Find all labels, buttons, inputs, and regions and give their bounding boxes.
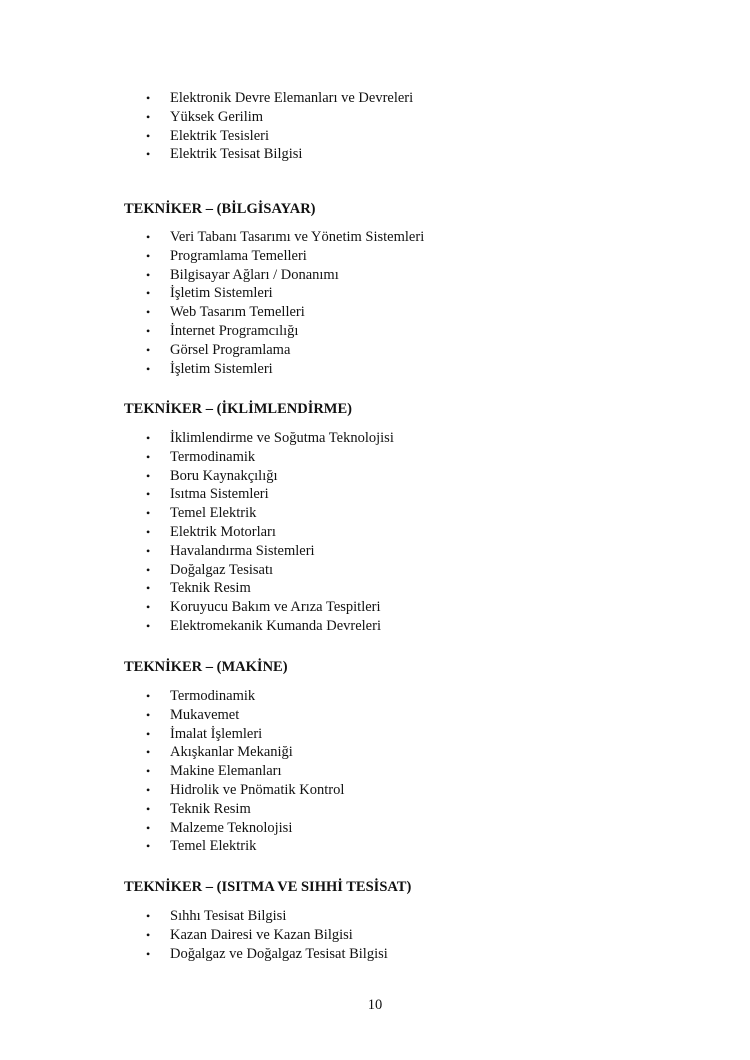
list-item: • Hidrolik ve Pnömatik Kontrol: [146, 781, 345, 798]
list-item: • Boru Kaynakçılığı: [146, 467, 278, 484]
bullet-icon: •: [146, 600, 151, 615]
bullet-icon: •: [146, 91, 151, 105]
list-item: • Teknik Resim: [146, 800, 251, 817]
bullet-icon: •: [146, 431, 151, 445]
bullet-icon: •: [146, 506, 151, 521]
list-item: • Bilgisayar Ağları / Donanımı: [146, 266, 339, 283]
list-item: • Programlama Temelleri: [146, 247, 307, 264]
bullet-icon: •: [146, 764, 151, 779]
list-item: • Isıtma Sistemleri: [146, 486, 269, 503]
bullet-icon: •: [146, 726, 151, 741]
bullet-icon: •: [146, 689, 151, 703]
list-item: • Doğalgaz Tesisatı: [146, 561, 274, 578]
bullet-icon: •: [146, 267, 151, 282]
list-item: • Kazan Dairesi ve Kazan Bilgisi: [146, 926, 353, 943]
bullet-icon: •: [146, 618, 151, 633]
section-heading-heating: TEKNİKER – (ISITMA VE SIHHİ TESİSAT): [124, 879, 412, 895]
list-item: • Elektrik Tesisleri: [146, 127, 269, 144]
list-item: • Termodinamik: [146, 688, 256, 704]
list-item: • İklimlendirme ve Soğutma Teknolojisi: [146, 430, 394, 446]
bullet-icon: •: [146, 745, 151, 760]
bullet-icon: •: [146, 562, 151, 577]
bullet-icon: •: [146, 909, 151, 923]
list-item: • Akışkanlar Mekaniği: [146, 744, 293, 761]
list-item: • Elektrik Tesisat Bilgisi: [146, 146, 303, 163]
list-item: • Teknik Resim: [146, 580, 251, 597]
list-item: • Havalandırma Sistemleri: [146, 542, 315, 559]
bullet-icon: •: [146, 581, 151, 596]
bullet-icon: •: [146, 286, 151, 301]
list-item: • Doğalgaz ve Doğalgaz Tesisat Bilgisi: [146, 945, 388, 962]
list-item: • Elektronik Devre Elemanları ve Devreleri: [146, 90, 414, 106]
section-heading-climate: TEKNİKER – (İKLİMLENDİRME): [124, 401, 352, 417]
bullet-icon: •: [146, 449, 151, 464]
list-item: • Makine Elemanları: [146, 763, 282, 780]
list-item: • Termodinamik: [146, 448, 256, 465]
bullet-icon: •: [146, 109, 151, 124]
page-number: 10: [367, 997, 383, 1013]
bullet-icon: •: [146, 839, 151, 854]
list-item: • İşletim Sistemleri: [146, 360, 273, 377]
bullet-icon: •: [146, 230, 151, 244]
list-item: • Veri Tabanı Tasarımı ve Yönetim Sistemleri: [146, 229, 425, 245]
list-item: • Koruyucu Bakım ve Arıza Tespitleri: [146, 599, 381, 616]
list-item: • İnternet Programcılığı: [146, 322, 299, 339]
bullet-icon: •: [146, 468, 151, 483]
bullet-icon: •: [146, 707, 151, 722]
bullet-icon: •: [146, 487, 151, 502]
list-item: • İmalat İşlemleri: [146, 725, 263, 742]
list-heating: [140, 907, 388, 963]
section-heading-computer: TEKNİKER – (BİLGİSAYAR): [124, 201, 316, 217]
list-electric: [140, 89, 413, 164]
bullet-icon: •: [146, 342, 151, 357]
list-item: • Malzeme Teknolojisi: [146, 819, 293, 836]
list-climate: [140, 429, 394, 636]
bullet-icon: •: [146, 946, 151, 961]
list-computer: [140, 228, 424, 378]
bullet-icon: •: [146, 305, 151, 320]
list-item: • Mukavemet: [146, 706, 240, 723]
bullet-icon: •: [146, 543, 151, 558]
bullet-icon: •: [146, 820, 151, 835]
bullet-icon: •: [146, 128, 151, 143]
list-item: • Görsel Programlama: [146, 341, 291, 358]
bullet-icon: •: [146, 147, 151, 162]
list-item: • Web Tasarım Temelleri: [146, 304, 305, 321]
list-item: • Temel Elektrik: [146, 838, 257, 855]
bullet-icon: •: [146, 782, 151, 797]
list-item: • İşletim Sistemleri: [146, 285, 273, 302]
list-item: • Temel Elektrik: [146, 505, 257, 522]
list-item: • Elektrik Motorları: [146, 523, 276, 540]
list-item: • Sıhhı Tesisat Bilgisi: [146, 908, 287, 924]
list-item: • Elektromekanik Kumanda Devreleri: [146, 617, 381, 634]
list-item: • Yüksek Gerilim: [146, 108, 264, 125]
bullet-icon: •: [146, 361, 151, 376]
bullet-icon: •: [146, 323, 151, 338]
bullet-icon: •: [146, 801, 151, 816]
list-machine: [140, 687, 344, 856]
section-heading-machine: TEKNİKER – (MAKİNE): [124, 659, 288, 675]
bullet-icon: •: [146, 524, 151, 539]
bullet-icon: •: [146, 248, 151, 263]
bullet-icon: •: [146, 927, 151, 942]
